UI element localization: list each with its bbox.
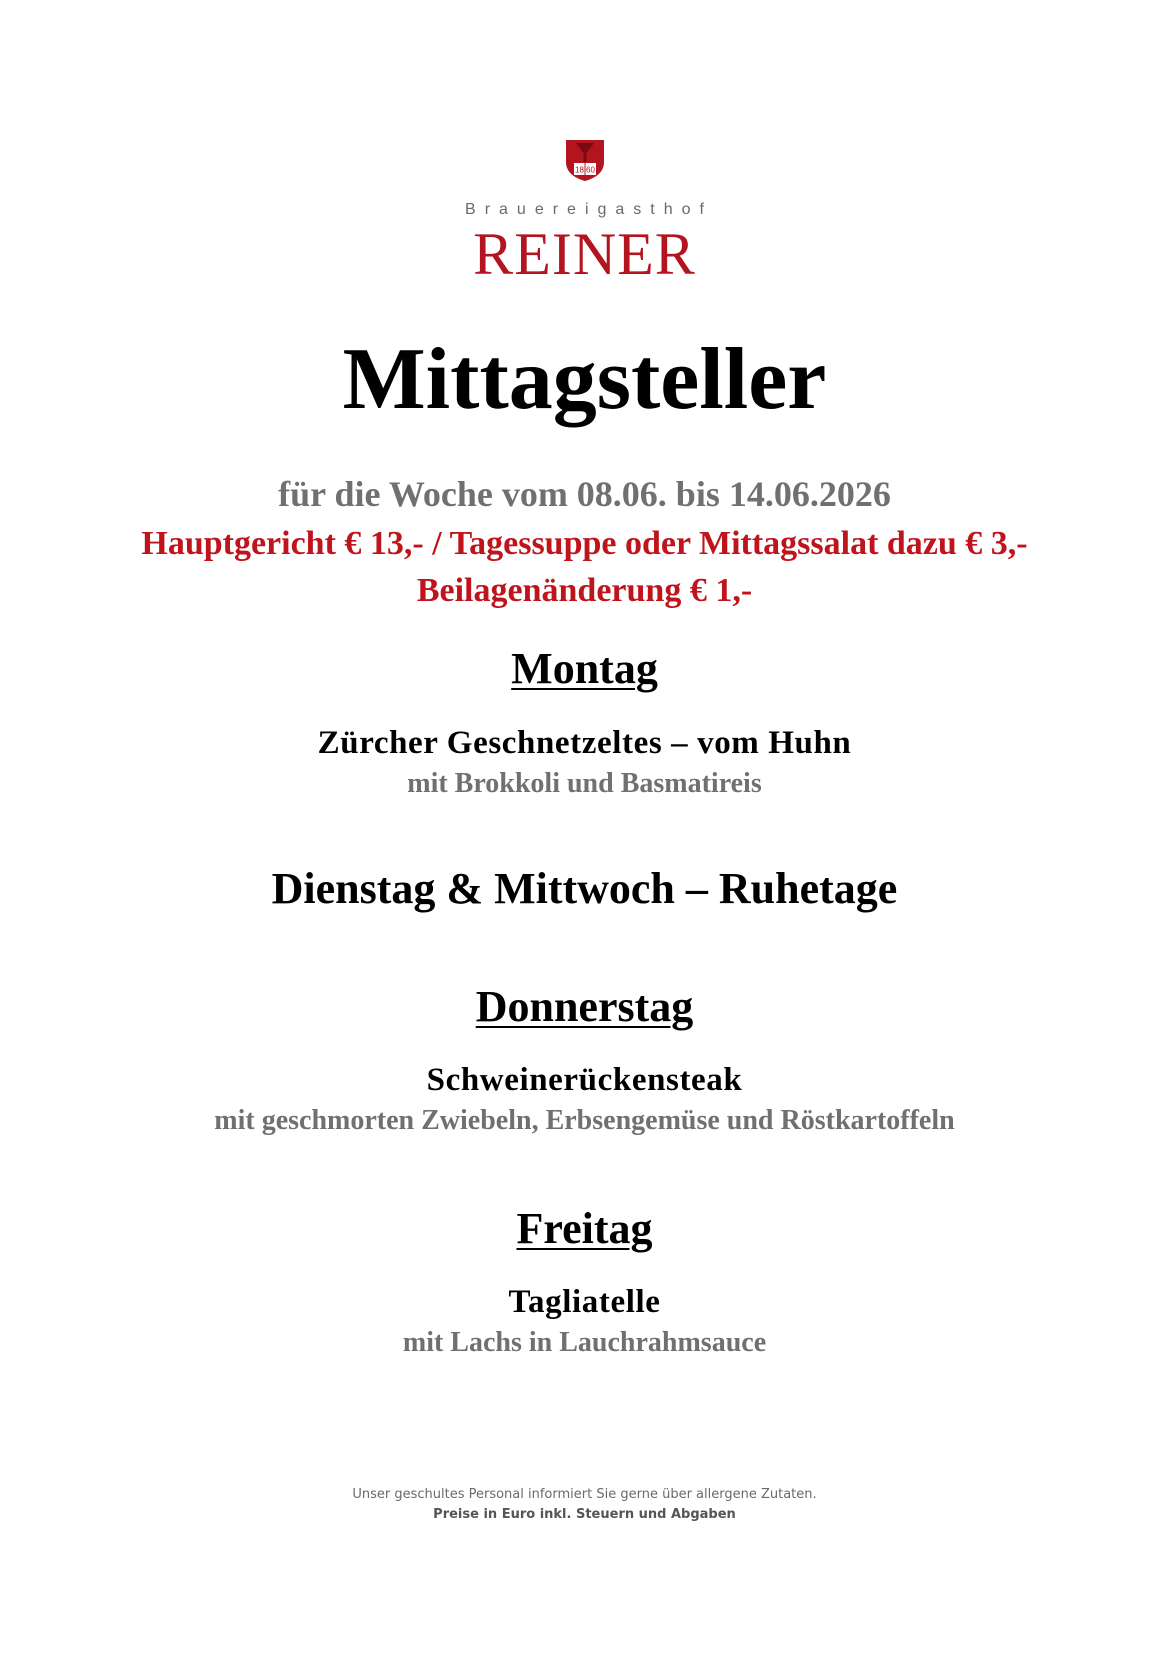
dish-friday: Tagliatelle — [508, 1284, 661, 1320]
page-title: Mittagsteller — [342, 331, 827, 428]
brand-subtitle: Brauereigasthof — [465, 201, 713, 218]
week-range: für die Woche vom 08.06. bis 14.06.2026 — [278, 474, 891, 514]
side-monday: mit Brokkoli und Basmatireis — [407, 768, 762, 799]
tax-note: Preise in Euro inkl. Steuern und Abgaben — [433, 1507, 736, 1522]
day-label: Donnerstag — [475, 982, 694, 1031]
side-friday: mit Lachs in Lauchrahmsauce — [402, 1327, 767, 1358]
day-heading-monday — [0, 644, 1169, 693]
allergen-note: Unser geschultes Personal informiert Sie gerne über allergene Zutaten. — [352, 1487, 817, 1502]
day-label: Freitag — [516, 1204, 653, 1253]
logo-year-left: 18 — [574, 165, 584, 175]
brand-name: REINER — [473, 221, 696, 287]
logo-year-right: 60 — [585, 165, 595, 175]
brand-logo — [0, 138, 1169, 186]
price-info-side: Beilagenänderung € 1,- — [416, 572, 753, 609]
shield-logo-icon — [563, 138, 607, 182]
dish-thursday: Schweinerückensteak — [426, 1062, 743, 1098]
day-label: Montag — [511, 644, 658, 693]
price-info-main: Hauptgericht € 13,- / Tagessuppe oder Mittagssalat dazu € 3,- — [141, 525, 1028, 562]
day-heading-thursday — [0, 982, 1169, 1031]
side-thursday: mit geschmorten Zwiebeln, Erbsengemüse und Röstkartoffeln — [214, 1105, 955, 1136]
day-heading-rest-days: Dienstag & Mittwoch – Ruhetage — [271, 864, 898, 913]
dish-monday: Zürcher Geschnetzeltes – vom Huhn — [317, 725, 852, 761]
day-heading-friday — [0, 1204, 1169, 1253]
